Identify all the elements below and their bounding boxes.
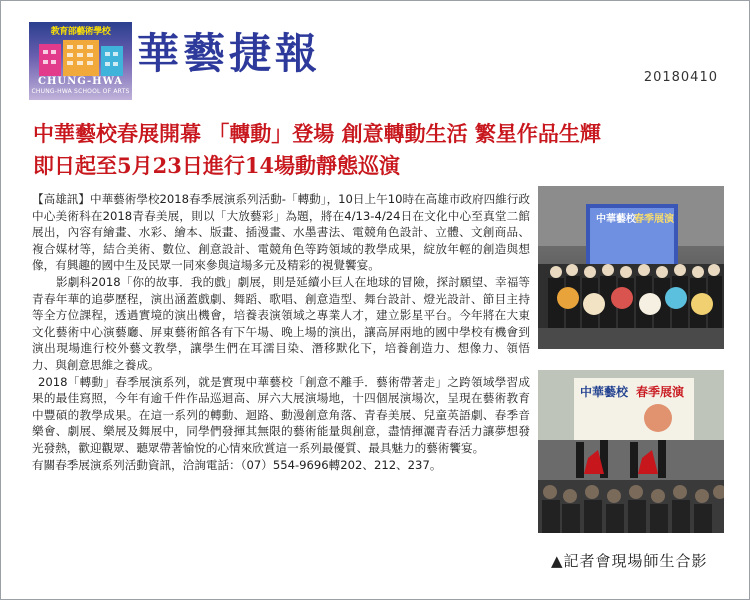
article-body — [32, 191, 530, 473]
banner-text-2: 春季展演 — [636, 385, 685, 399]
newsletter-title: 華藝捷報 — [137, 29, 322, 78]
photo-dance-performance — [538, 370, 724, 533]
paragraph-1: 【高雄訊】中華藝術學校2018春季展演系列活動-「轉動」，10日上午10時在高雄市政府四維行政中心美術科在2018青春美展，則以「大放藝彩」為題，將在4/13-4/24日在文化中心至真堂二館展出，內容有繪畫、水彩、繪本、版畫、插漫畫、水墨書法、電競角色設計、立體、文創商品、複合媒材等，結合美術、數位、創意設計、電競角色等跨領域的教學成果，綻放年輕的創造與想像，有興趣的國中生及民眾一同來參與這場多元及精彩的視覺饗宴。 — [32, 192, 530, 273]
photo-caption: ▲記者會現場師生合影 — [551, 552, 708, 570]
banner-text-2: 春季展演 — [634, 214, 674, 225]
logo-top-text: 教育部藝術學校 — [50, 27, 111, 37]
group-photo-illustration — [538, 186, 724, 349]
banner-text-1: 中華藝校 — [580, 385, 629, 399]
performance-photo-illustration — [538, 370, 724, 533]
headline: 中華藝校春展開幕 「轉動」登場 創意轉動生活 繁星作品生輝 — [33, 121, 601, 146]
subheadline: 即日起至5月23日進行14場動靜態巡演 — [33, 153, 401, 178]
paragraph-4: 有關春季展演系列活動資訊，洽詢電話：（07）554-9696轉202、212、237。 — [32, 457, 442, 472]
banner-text-1: 中華藝校 — [596, 214, 636, 225]
photo-press-conference — [538, 186, 724, 349]
issue-date: 20180410 — [643, 70, 718, 85]
school-logo — [29, 22, 132, 100]
logo-name: CHUNG-HWA — [38, 76, 123, 87]
logo-subtitle: CHUNG-HWA SCHOOL OF ARTS — [31, 88, 130, 95]
building-icon — [35, 38, 127, 78]
paragraph-3: 2018「轉動」春季展演系列，就是實現中華藝校「創意不離手．藝術帶著走」之跨領域學習成果的最佳寫照，今年有逾千件作品巡迴高、屏六大展演場地，十四個展演場次，呈現在藝術教育中豐碩的教學成果。在這一系列的轉動、迴路、動漫創意角落、青春美展、兒童英語劇、春季音樂會、劇展、樂展及舞展中，同學們發揮其無限的藝術能量與創意，盡情揮灑青春活力讓夢想發光發熱，歡迎觀眾、聽眾帶著愉悅的心情來欣賞這一系列最優質、最具魅力的藝術饗宴。 — [32, 374, 530, 455]
paragraph-2: 影劇科2018「你的故事．我的戲」劇展，則是延續小巨人在地球的冒險，探討願望、幸福等青春年華的追夢歷程，演出涵蓋戲劇、舞蹈、歌唱、創意造型、舞台設計、燈光設計、節目主持等全方位課程，透過實境的演出機會，培養表演領域之專業人才，建立影星平台。今年將在大東文化藝術中心演藝廳、屏東藝術館各有下午場、晚上場的演出，讓高屏兩地的國中學校有機會到演出現場進行校外藝文教學，讓學生們在耳濡目染、潛移默化下，培養創造力、想像力、領悟力、與創意思維之養成。 — [32, 274, 530, 372]
